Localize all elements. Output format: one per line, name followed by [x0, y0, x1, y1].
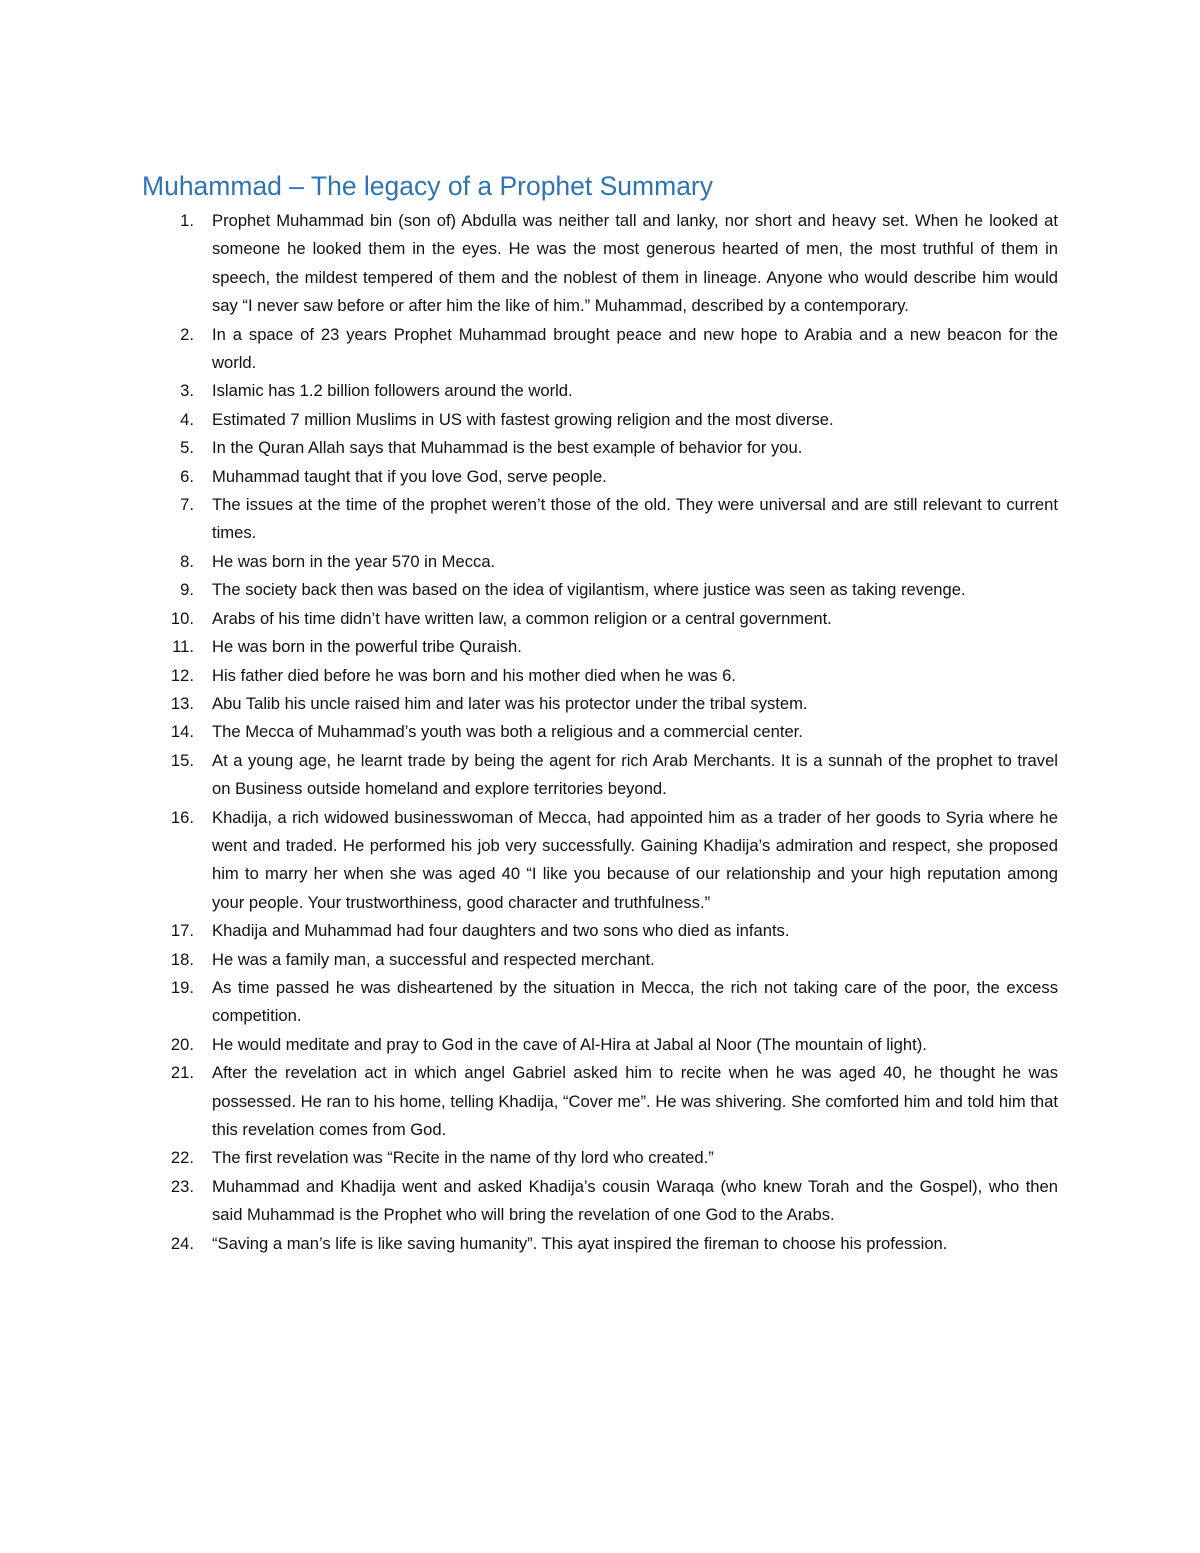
page-title: Muhammad – The legacy of a Prophet Summary: [142, 171, 714, 201]
list-item: [0, 1173, 1058, 1230]
list-item-number: 12.: [170, 665, 194, 685]
list-item: [0, 662, 1058, 690]
list-item-number: 21.: [170, 1063, 194, 1083]
list-item-number: 16.: [170, 807, 194, 827]
list-item-text: The society back then was based on the idea of vigilantism, where justice was seen as taking revenge.: [212, 580, 966, 600]
list-item-text: Khadija and Muhammad had four daughters and two sons who died as infants.: [212, 921, 790, 941]
list-item-text: In the Quran Allah says that Muhammad is the best example of behavior for you.: [212, 438, 803, 458]
list-item-number: 13.: [170, 693, 194, 713]
list-item-text: He was born in the year 570 in Mecca.: [212, 551, 496, 571]
list-item-text: The first revelation was “Recite in the name of thy lord who created.”: [212, 1148, 714, 1168]
list-item: [0, 576, 1058, 604]
list-item-number: 19.: [170, 977, 194, 997]
list-item: [0, 548, 1058, 576]
list-item: [0, 491, 1058, 548]
list-item-number: 6.: [180, 466, 194, 486]
list-item-text: As time passed he was disheartened by the situation in Mecca, the rich not taking care of the poor, the excess competition.: [212, 977, 1058, 1026]
list-item: [0, 377, 1058, 405]
list-item-number: 23.: [170, 1176, 194, 1196]
list-item: [0, 747, 1058, 804]
list-item: [0, 1059, 1058, 1144]
list-item-number: 14.: [170, 722, 194, 742]
list-item-text: The Mecca of Muhammad’s youth was both a religious and a commercial center.: [212, 722, 803, 742]
list-item-text: Islamic has 1.2 billion followers around the world.: [212, 381, 573, 401]
list-item-number: 7.: [180, 495, 194, 515]
list-item-text: After the revelation act in which angel Gabriel asked him to recite when he was aged 40, he thought he was possessed. He ran to his home, telling Khadija, “Cover me”. He was shivering. She comforted him and told him that this revelation comes from God.: [212, 1063, 1058, 1139]
list-item: [0, 406, 1058, 434]
list-item-text: Muhammad taught that if you love God, serve people.: [212, 466, 607, 486]
list-item: [0, 1230, 1058, 1258]
list-item-number: 5.: [180, 438, 194, 458]
list-item-number: 1.: [180, 211, 194, 230]
list-item: [0, 605, 1058, 633]
numbered-list: [0, 207, 1058, 1258]
list-item-text: Estimated 7 million Muslims in US with fastest growing religion and the most diverse.: [212, 409, 834, 429]
list-item-number: 22.: [170, 1148, 194, 1168]
list-item-text: He was a family man, a successful and respected merchant.: [212, 949, 655, 969]
list-item-number: 11.: [172, 637, 194, 657]
list-item: [0, 321, 1058, 378]
list-item: [0, 1031, 1058, 1059]
list-item: [0, 463, 1058, 491]
list-item: [0, 1144, 1058, 1172]
list-item: [0, 207, 1058, 321]
list-item-text: Arabs of his time didn’t have written law, a common religion or a central government.: [212, 608, 832, 628]
list-item-text: Khadija, a rich widowed businesswoman of Mecca, had appointed him as a trader of her goods to Syria where he went and traded. He performed his job very successfully. Gaining Khadija’s admiration and respect, she proposed him to marry her when she was aged 40 “I like you because of our relationship and your high reputation among your people. Your trustworthiness, good character and truthfulness.”: [212, 807, 1058, 912]
list-item-text: Prophet Muhammad bin (son of) Abdulla was neither tall and lanky, nor short and heavy set. When he looked at someone he looked them in the eyes. He was the most generous hearted of men, the most truthful of them in speech, the mildest tempered of them and the noblest of them in lineage. Anyone who would describe him would say “I never saw before or after him the like of him.” Muhammad, described by a contemporary.: [212, 211, 1058, 316]
list-item-number: 3.: [180, 381, 194, 401]
list-item: [0, 974, 1058, 1031]
list-item: [0, 718, 1058, 746]
list-item-number: 15.: [170, 750, 194, 770]
list-item-number: 9.: [180, 580, 194, 600]
list-item-text: He would meditate and pray to God in the cave of Al-Hira at Jabal al Noor (The mountain of light).: [212, 1034, 927, 1054]
list-item-text: Muhammad and Khadija went and asked Khadija’s cousin Waraqa (who knew Torah and the Gospel), who then said Muhammad is the Prophet who will bring the revelation of one God to the Arabs.: [212, 1176, 1058, 1225]
list-item-text: The issues at the time of the prophet weren’t those of the old. They were universal and are still relevant to current times.: [212, 495, 1058, 543]
list-item-number: 8.: [180, 551, 194, 571]
list-item-number: 18.: [170, 949, 194, 969]
list-item: [0, 946, 1058, 974]
list-item-number: 20.: [170, 1034, 194, 1054]
list-item-text: His father died before he was born and his mother died when he was 6.: [212, 665, 736, 685]
list-item-text: Abu Talib his uncle raised him and later was his protector under the tribal system.: [212, 693, 808, 713]
list-item-number: 4.: [180, 409, 194, 429]
list-item: [0, 434, 1058, 462]
list-item: [0, 633, 1058, 661]
list-item: [0, 690, 1058, 718]
list-item: [0, 804, 1058, 918]
list-item-text: He was born in the powerful tribe Quraish.: [212, 637, 522, 657]
list-item-number: 17.: [170, 921, 194, 941]
list-item: [0, 917, 1058, 945]
list-item-text: At a young age, he learnt trade by being the agent for rich Arab Merchants. It is a sunnah of the prophet to travel on Business outside homeland and explore territories beyond.: [212, 750, 1058, 799]
list-item-number: 10.: [170, 608, 194, 628]
list-item-text: In a space of 23 years Prophet Muhammad brought peace and new hope to Arabia and a new beacon for the world.: [212, 324, 1058, 373]
list-item-number: 2.: [180, 324, 194, 344]
list-item-text: “Saving a man’s life is like saving humanity”. This ayat inspired the fireman to choose his profession.: [212, 1233, 948, 1253]
list-item-number: 24.: [170, 1233, 194, 1253]
